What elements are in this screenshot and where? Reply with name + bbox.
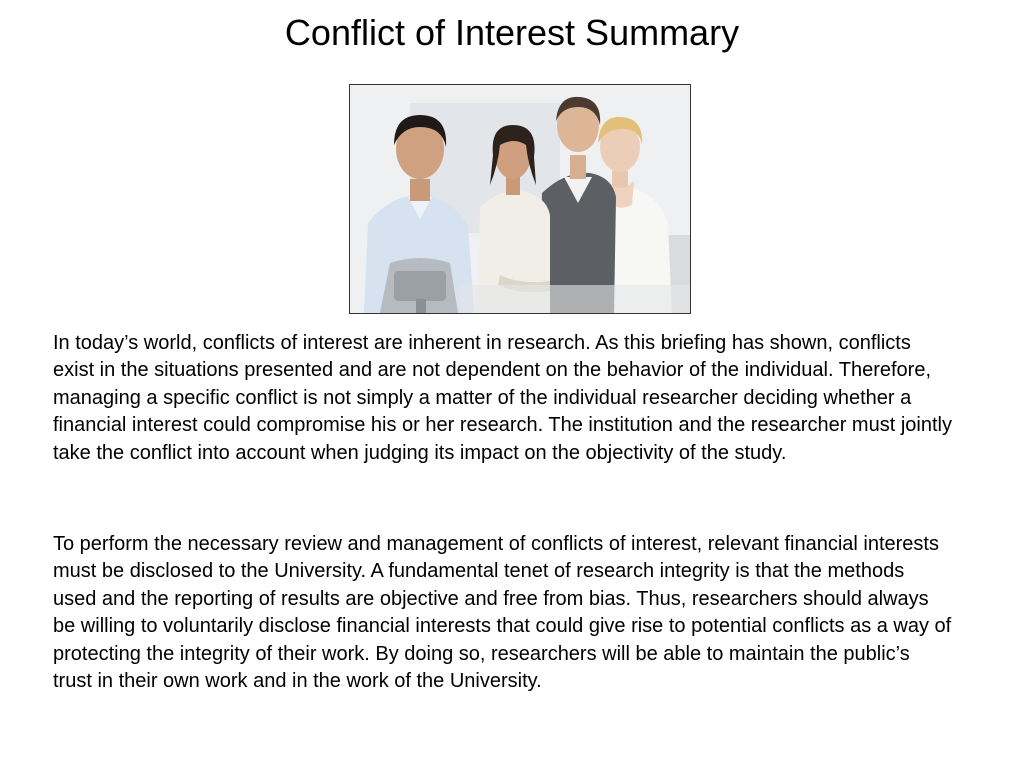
team-photo (349, 84, 691, 314)
computer-monitor (380, 258, 458, 313)
slide-title: Conflict of Interest Summary (284, 12, 740, 53)
group-of-four-professionals-photo (350, 85, 690, 313)
summary-paragraph-2: To perform the necessary review and management of conflicts of interest, relevant financial interests must be disclosed to the University. A fundamental tenet of research integrity is that the methods used and the reporting of results are objective and free from bias. Thus, researchers should always be willing to voluntarily disclose financial interests that could give rise to potential conflicts as a way of protecting the integrity of their work. By doing so, researchers will be able to maintain the public’s trust in their own work and in the work of the University. (53, 533, 952, 693)
summary-paragraph-1: In today’s world, conflicts of interest are inherent in research. As this briefing has shown, conflicts exist in the situations presented and are not dependent on the behavior of the individual. Therefore, managing a specific conflict is not simply a matter of the individual researcher deciding whether a financial interest could compromise his or her research. The institution and the researcher must jointly take the conflict into account when judging its impact on the objectivity of the study. (53, 332, 952, 464)
